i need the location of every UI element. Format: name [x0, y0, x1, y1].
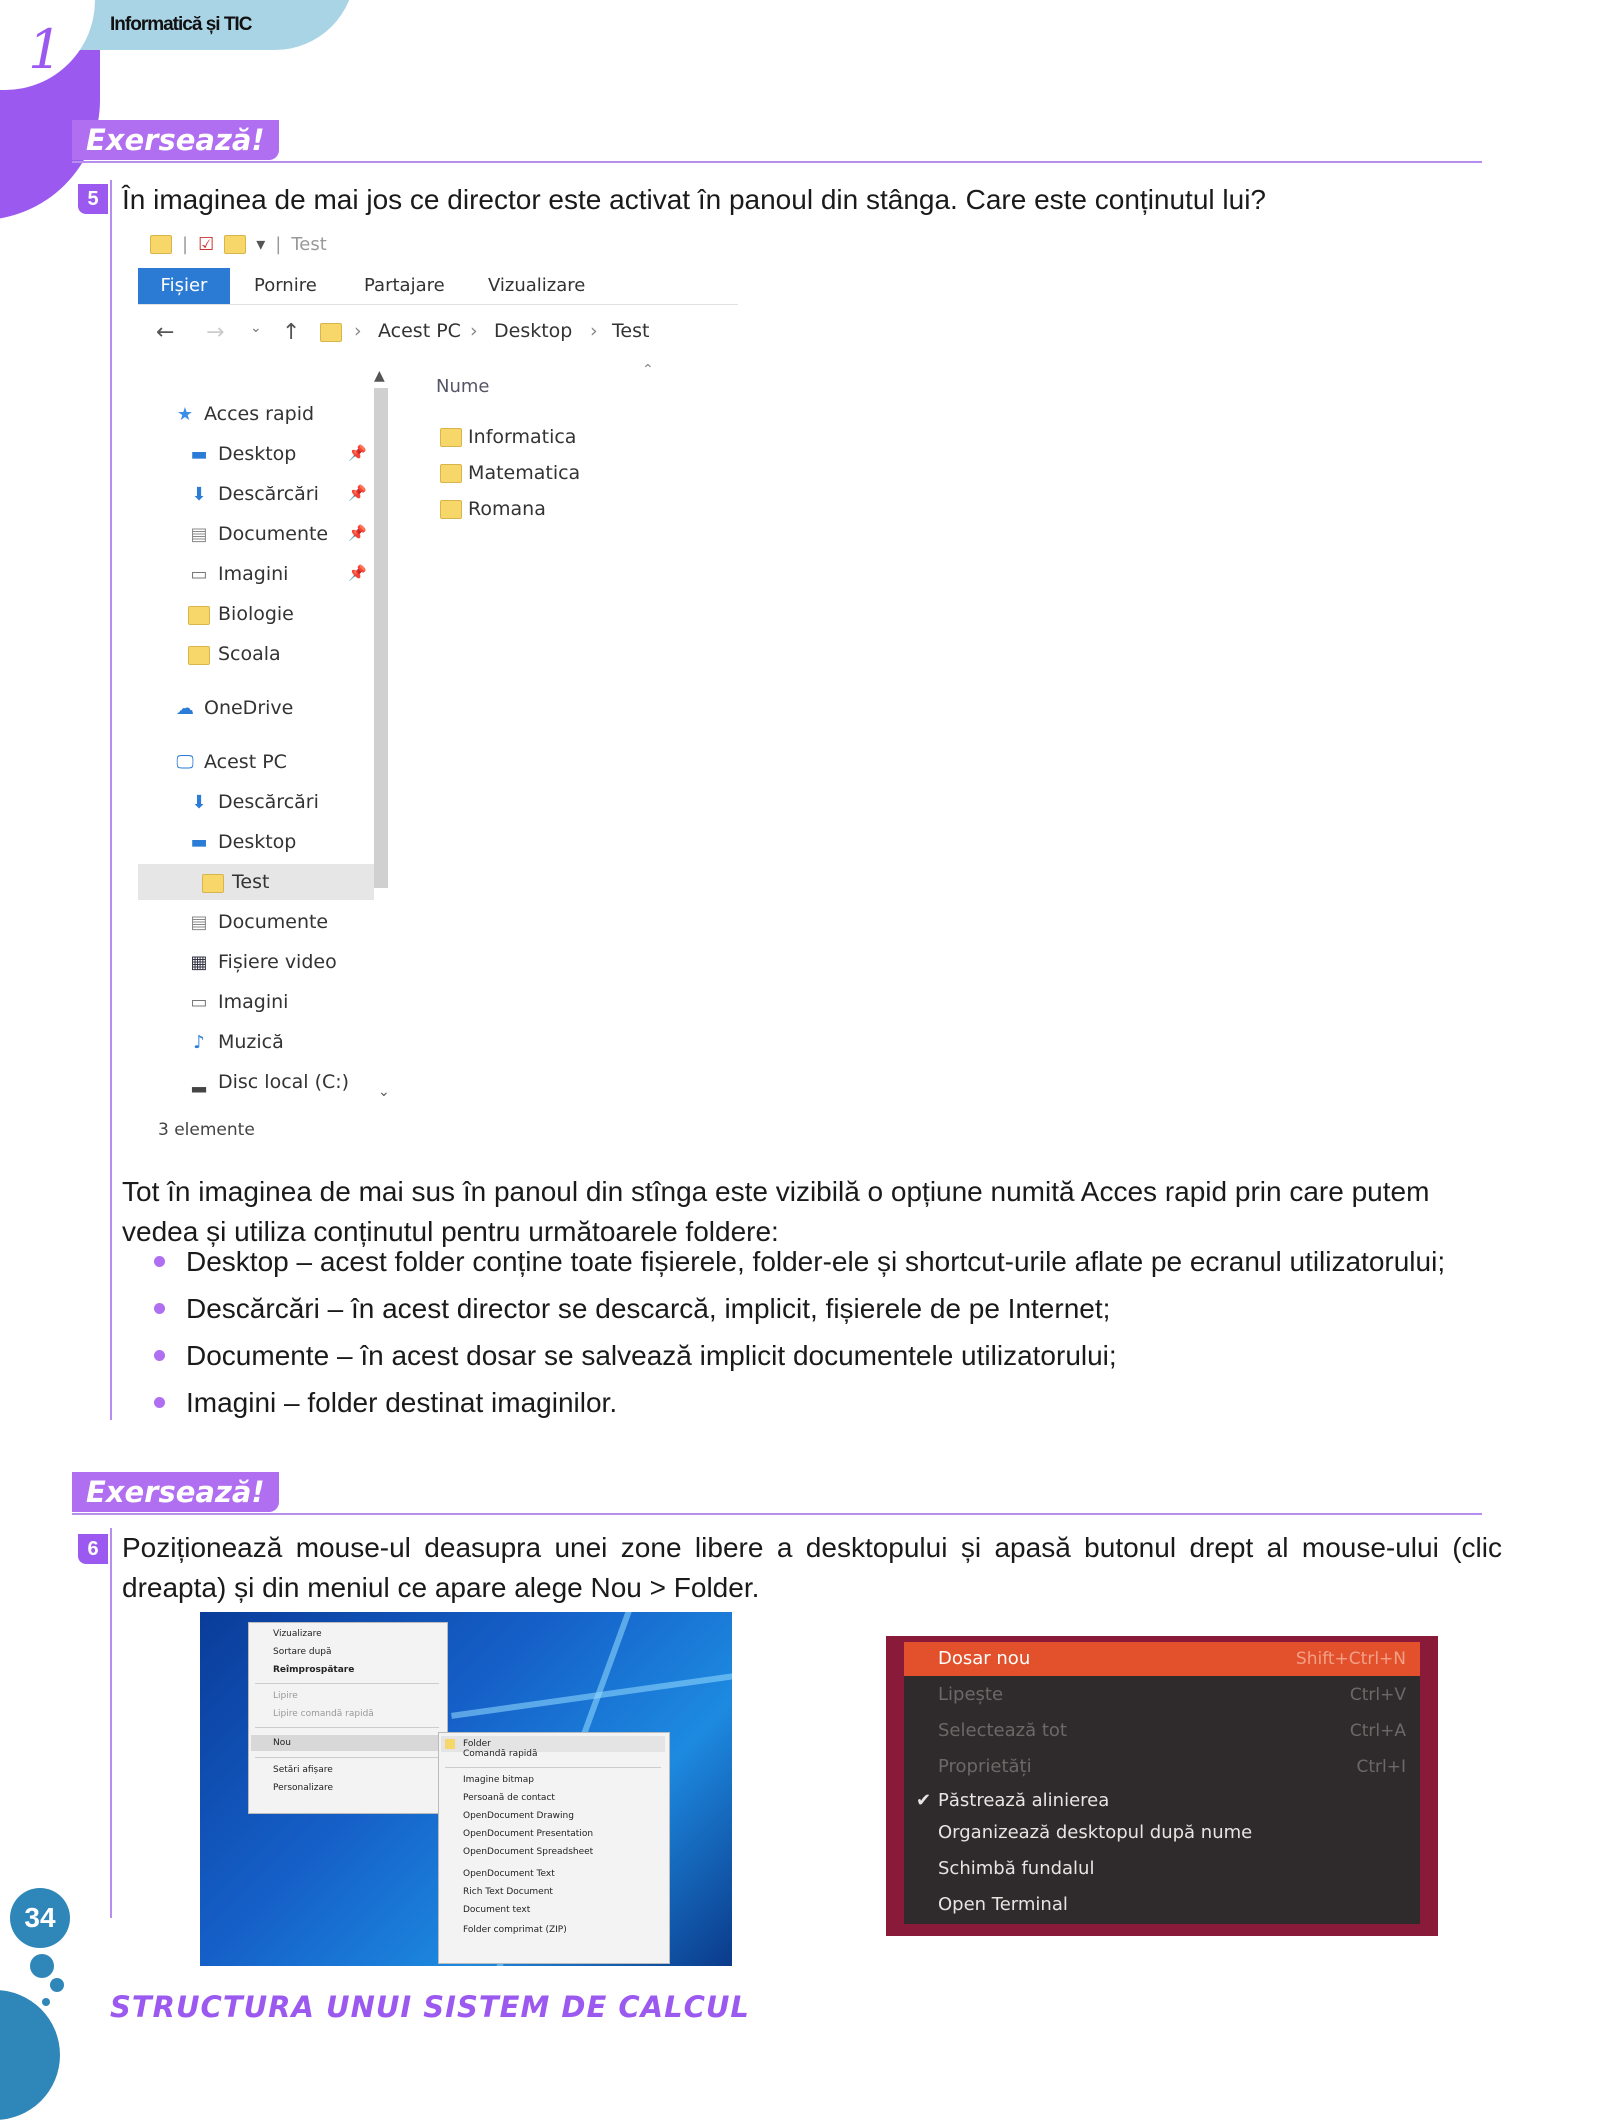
menu-item-change-background[interactable] — [904, 1852, 1420, 1886]
ribbon — [138, 268, 738, 305]
menu-item-shortcut: Shift+Ctrl+N — [1295, 1649, 1406, 1669]
file-item[interactable] — [440, 462, 580, 484]
music-icon: ♪ — [193, 1032, 205, 1053]
nav-item-scoala[interactable] — [188, 638, 281, 670]
nav-item-downloads[interactable] — [188, 478, 319, 510]
pin-icon[interactable]: 📌 — [348, 444, 367, 462]
download-icon: ⬇ — [191, 792, 207, 813]
nav-item-label: Desktop — [218, 831, 297, 853]
submenu-item-shortcut[interactable]: Comandă rapidă — [463, 1749, 538, 1759]
forward-arrow-icon[interactable]: → — [206, 320, 225, 345]
properties-icon[interactable]: ☑ — [198, 233, 215, 255]
submenu-item[interactable]: OpenDocument Text — [463, 1869, 555, 1879]
submenu-item[interactable]: Folder comprimat (ZIP) — [463, 1925, 567, 1935]
breadcrumb-test[interactable]: Test — [612, 320, 650, 342]
nav-item-label: Acest PC — [204, 751, 287, 773]
desktop-icon: ▬ — [190, 832, 208, 853]
desktop-icon: ▬ — [190, 444, 208, 465]
list-item: Documente – în acest dosar se salvează implicit documentele utilizatorului; — [152, 1336, 1445, 1383]
exercise-vertical-line — [110, 180, 112, 1420]
menu-item-personalize[interactable]: Personalizare — [273, 1783, 334, 1793]
tab-home[interactable]: Pornire — [254, 275, 317, 296]
submenu-item[interactable]: Imagine bitmap — [463, 1775, 534, 1785]
exercise-badge: Exersează! — [72, 120, 279, 160]
address-bar — [138, 314, 738, 352]
file-item[interactable] — [440, 426, 576, 448]
submenu-item[interactable]: OpenDocument Presentation — [463, 1829, 594, 1839]
exercise-question: În imaginea de mai jos ce director este activat în panoul din stânga. Care este conținutul lui? — [122, 184, 1266, 215]
video-icon: ▦ — [190, 952, 208, 973]
nav-item-label: Imagini — [218, 563, 289, 585]
menu-item-label: Selectează tot — [938, 1720, 1067, 1741]
breadcrumb-desktop[interactable]: Desktop — [494, 320, 573, 342]
tab-view[interactable]: Vizualizare — [488, 275, 586, 296]
file-item-label: Informatica — [468, 426, 577, 448]
explanation-paragraph: Tot în imaginea de mai sus în panoul din stînga este vizibilă o opțiune numită Acces rapid prin care putem vedea și utiliza conținutul pentru următoarele foldere: — [122, 1176, 1430, 1247]
folder-icon — [440, 464, 462, 483]
folder-icon — [150, 235, 172, 254]
breadcrumb-this-pc[interactable]: Acest PC — [378, 320, 461, 342]
scroll-down-icon[interactable]: ⌄ — [378, 1084, 390, 1100]
menu-item-paste[interactable] — [904, 1678, 1420, 1712]
menu-separator — [255, 1757, 439, 1758]
recent-chevron-icon[interactable]: ⌄ — [250, 320, 262, 336]
folder-icon — [440, 500, 462, 519]
quick-access-toolbar: | ☑ ▾ | Test — [150, 231, 327, 257]
folder-icon — [320, 323, 342, 342]
nav-item-onedrive[interactable] — [174, 692, 293, 724]
file-explorer-screenshot — [138, 228, 738, 1148]
menu-item-label: Lipește — [938, 1684, 1004, 1705]
breadcrumb-separator-icon: › — [590, 320, 598, 342]
tab-share[interactable]: Partajare — [364, 275, 445, 296]
nav-item-label: Fișiere video — [218, 951, 337, 973]
nav-item-biologie[interactable] — [188, 598, 294, 630]
menu-item-paste[interactable]: Lipire — [273, 1691, 298, 1701]
folder-icon — [188, 599, 210, 631]
disk-icon: ▂ — [192, 1072, 206, 1093]
submenu-item[interactable]: OpenDocument Drawing — [463, 1811, 574, 1821]
list-item: Imagini – folder destinat imaginilor. — [152, 1383, 1445, 1430]
scroll-up-icon[interactable]: ▲ — [374, 368, 385, 384]
decorative-dot — [50, 1978, 64, 1992]
file-item-label: Matematica — [468, 462, 581, 484]
menu-item-refresh[interactable]: Reîmprospătare — [273, 1665, 355, 1675]
nav-item-videos[interactable] — [188, 946, 337, 978]
tab-file[interactable]: Fișier — [138, 268, 230, 304]
page-number: 34 — [10, 1888, 70, 1948]
menu-item-keep-aligned[interactable] — [904, 1784, 1420, 1818]
status-bar-count: 3 elemente — [158, 1120, 255, 1140]
pin-icon[interactable]: 📌 — [348, 524, 367, 542]
document-icon: ▤ — [190, 524, 208, 545]
exercise-vertical-line — [110, 1528, 112, 1918]
check-icon: ✔ — [916, 1790, 932, 1811]
nav-item-label: Documente — [218, 523, 329, 545]
menu-item-sort[interactable]: Sortare după — [273, 1647, 332, 1657]
nav-item-label: OneDrive — [204, 697, 294, 719]
exercise-badge: Exersează! — [72, 1472, 279, 1512]
document-icon: ▤ — [190, 912, 208, 933]
corner-decoration — [0, 1990, 60, 2120]
menu-item-label: Open Terminal — [938, 1894, 1068, 1915]
nav-item-documents-pc[interactable] — [188, 906, 328, 938]
folder-icon — [440, 428, 462, 447]
sort-chevron-icon[interactable]: ⌃ — [642, 362, 654, 378]
desktop-context-menu — [248, 1622, 448, 1814]
menu-separator — [255, 1683, 439, 1684]
nav-item-pictures-pc[interactable] — [188, 986, 288, 1018]
nav-pane-scrollbar[interactable] — [374, 388, 388, 888]
exercise-question: Poziționează mouse-ul deasupra unei zone libere a desktopului și apasă butonul drept al mouse-ului (clic dreapta) și din meniul ce apare alege Nou > Folder. — [122, 1532, 1502, 1603]
menu-item-view[interactable]: Vizualizare — [273, 1629, 322, 1639]
menu-separator — [445, 1767, 661, 1768]
footer-title: STRUCTURA UNUI SISTEM DE CALCUL — [110, 1990, 750, 2024]
folder-icon — [202, 867, 224, 899]
download-icon: ⬇ — [191, 484, 207, 505]
pin-icon[interactable]: 📌 — [348, 564, 367, 582]
image-icon: ▭ — [190, 564, 208, 585]
submenu-item[interactable]: Rich Text Document — [463, 1887, 553, 1897]
nav-item-local-disk[interactable] — [188, 1066, 349, 1098]
nav-item-label: Test — [232, 871, 270, 893]
menu-item-properties[interactable] — [904, 1750, 1420, 1784]
column-header-name[interactable]: Nume — [436, 376, 490, 397]
submenu-item-folder[interactable]: Folder — [463, 1739, 491, 1749]
chevron-down-icon[interactable]: ▾ — [256, 233, 266, 255]
menu-item-label: Proprietăți — [938, 1756, 1032, 1777]
menu-item-shortcut: Ctrl+V — [1349, 1685, 1406, 1705]
file-item-label: Romana — [468, 498, 546, 520]
submenu-item[interactable]: OpenDocument Spreadsheet — [463, 1847, 594, 1857]
menu-item-label: Schimbă fundalul — [938, 1858, 1095, 1879]
nav-item-music[interactable] — [188, 1026, 284, 1058]
menu-item-label: Păstrează alinierea — [938, 1790, 1110, 1811]
list-item: Descărcări – în acest director se descarcă, implicit, fișierele de pe Internet; — [152, 1289, 1445, 1336]
menu-item-select-all[interactable] — [904, 1714, 1420, 1748]
exercise-rule — [72, 161, 1482, 163]
menu-item-new-folder[interactable] — [904, 1642, 1420, 1676]
decorative-dot — [30, 1954, 54, 1978]
submenu-item[interactable]: Document text — [463, 1905, 531, 1915]
nav-item-label: Imagini — [218, 991, 289, 1013]
list-item: Desktop – acest folder conține toate fișierele, folder-ele și shortcut-urile aflate pe ecranul utilizatorului; — [152, 1242, 1445, 1289]
folder-icon — [445, 1739, 455, 1749]
nav-item-documents[interactable] — [188, 518, 328, 550]
nav-item-pictures[interactable] — [188, 558, 288, 590]
star-icon: ★ — [176, 404, 194, 425]
nav-item-label: Biologie — [218, 603, 294, 625]
menu-item-display-settings[interactable]: Setări afișare — [273, 1765, 333, 1775]
breadcrumb-separator-icon: › — [354, 320, 362, 342]
nav-item-label: Descărcări — [218, 791, 319, 813]
file-item[interactable] — [440, 498, 546, 520]
folder-bullet-list — [152, 1242, 1445, 1430]
nav-item-quick-access[interactable] — [174, 398, 314, 430]
window-title: Test — [291, 233, 327, 255]
image-icon: ▭ — [190, 992, 208, 1013]
exercise-rule — [72, 1513, 1482, 1515]
up-arrow-icon[interactable]: ↑ — [282, 320, 301, 345]
new-folder-icon[interactable] — [224, 235, 246, 254]
cloud-icon: ☁ — [176, 698, 194, 719]
menu-item-label: Organizează desktopul după nume — [938, 1822, 1253, 1843]
nav-item-downloads-pc[interactable] — [188, 786, 319, 818]
ubuntu-context-menu — [904, 1642, 1420, 1924]
folder-icon — [188, 639, 210, 671]
new-submenu — [438, 1732, 670, 1964]
chapter-number: 1 — [28, 18, 63, 81]
windows-desktop-screenshot — [200, 1612, 732, 1966]
nav-item-label: Documente — [218, 911, 329, 933]
nav-item-label: Muzică — [218, 1031, 284, 1053]
exercise-number: 5 — [78, 184, 108, 214]
nav-item-desktop-pc[interactable] — [188, 826, 296, 858]
back-arrow-icon[interactable]: ← — [156, 320, 175, 345]
menu-item-organize-by-name[interactable] — [904, 1816, 1420, 1850]
computer-icon: 🖵 — [176, 752, 194, 773]
submenu-item[interactable]: Persoană de contact — [463, 1793, 555, 1803]
exercise-number: 6 — [78, 1534, 108, 1564]
nav-item-label: Disc local (C:) — [218, 1071, 350, 1093]
menu-item-new[interactable]: Nou — [273, 1738, 291, 1748]
nav-item-label: Descărcări — [218, 483, 319, 505]
nav-item-label: Scoala — [218, 643, 281, 665]
menu-item-shortcut: Ctrl+A — [1349, 1721, 1406, 1741]
nav-item-this-pc[interactable] — [174, 746, 287, 778]
nav-item-desktop[interactable] — [188, 438, 296, 470]
menu-item-shortcut: Ctrl+I — [1356, 1757, 1406, 1777]
menu-item-label: Dosar nou — [938, 1648, 1031, 1669]
ubuntu-desktop-screenshot — [886, 1636, 1438, 1936]
pin-icon[interactable]: 📌 — [348, 484, 367, 502]
breadcrumb-separator-icon: › — [470, 320, 478, 342]
menu-separator — [255, 1727, 439, 1728]
menu-item-open-terminal[interactable] — [904, 1888, 1420, 1922]
nav-item-label: Acces rapid — [204, 403, 315, 425]
decorative-dot — [42, 1998, 50, 2006]
nav-item-label: Desktop — [218, 443, 297, 465]
menu-item-paste-shortcut[interactable]: Lipire comandă rapidă — [273, 1709, 374, 1719]
chapter-title: Informatică și TIC — [110, 14, 252, 35]
nav-item-test[interactable] — [202, 866, 269, 898]
